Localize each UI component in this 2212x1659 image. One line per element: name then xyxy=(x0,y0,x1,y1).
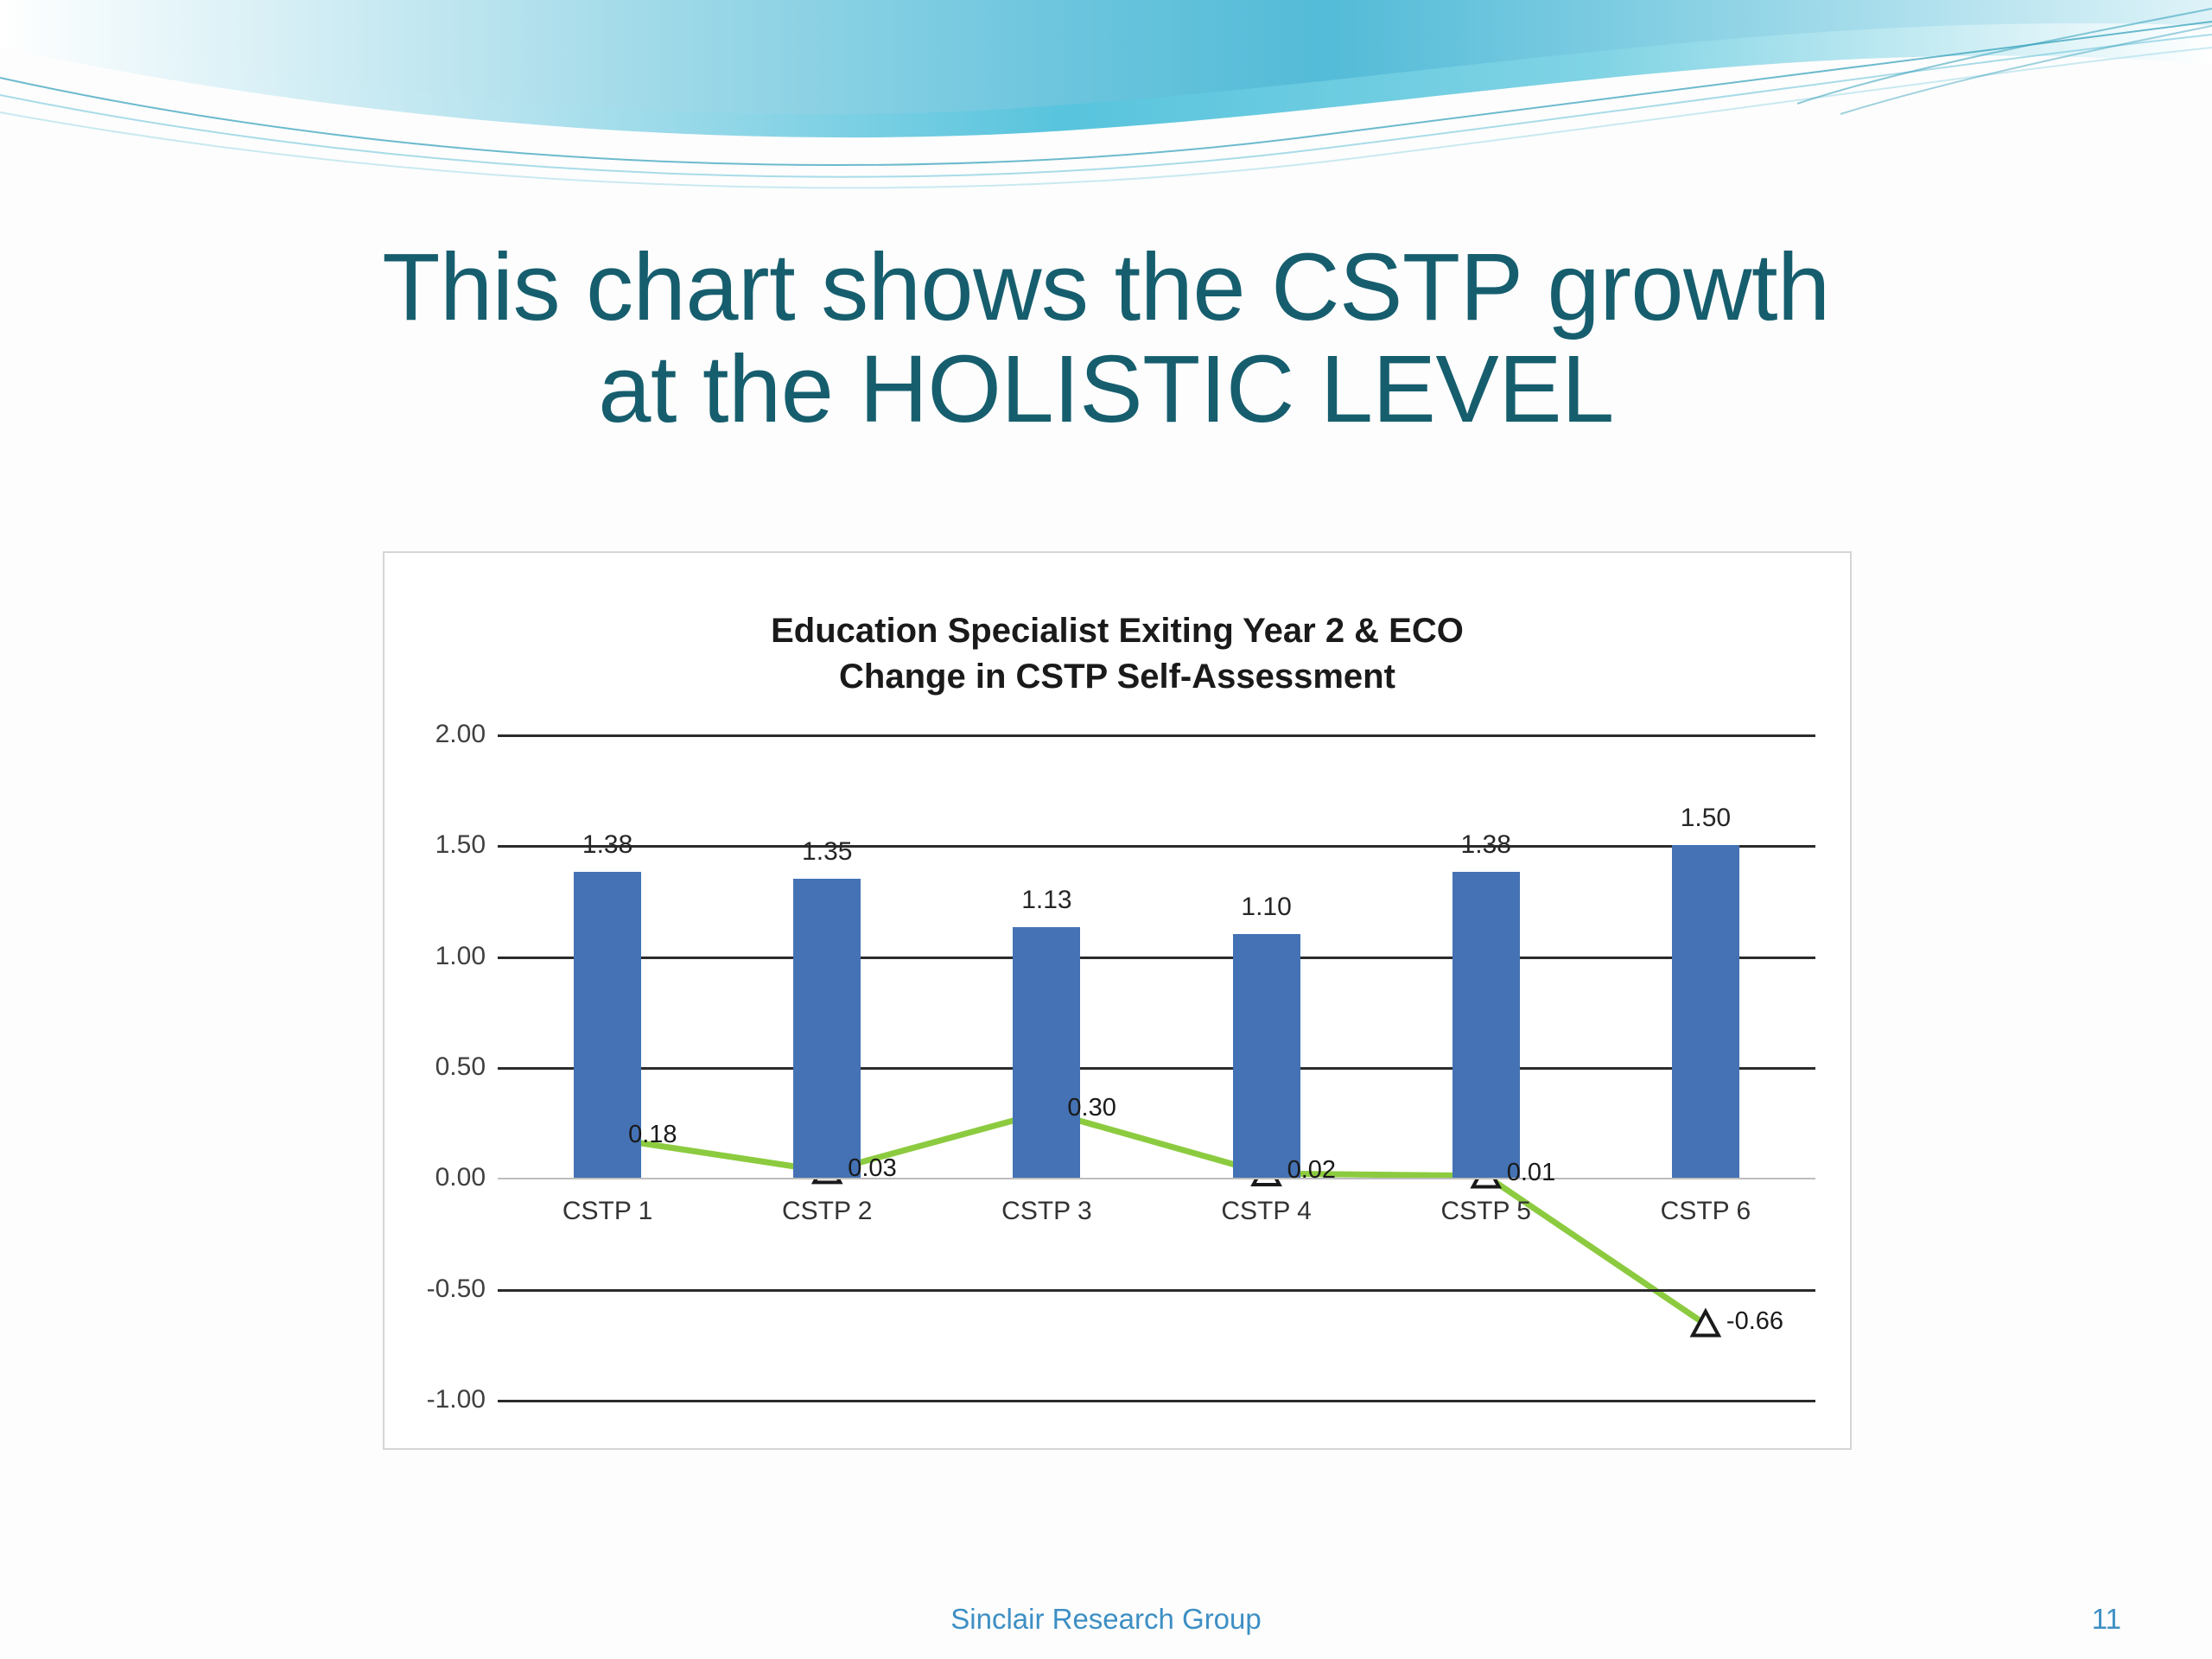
line-value-label: 0.02 xyxy=(1287,1156,1337,1185)
chart-gridline xyxy=(498,1289,1815,1292)
header-decoration xyxy=(0,0,2212,225)
chart-subtitle: Change in CSTP Self-Assessment xyxy=(839,657,1395,696)
x-axis-category-label: CSTP 3 xyxy=(1001,1197,1092,1226)
bar-value-label: 1.13 xyxy=(1021,886,1072,915)
y-axis-tick-label: 0.50 xyxy=(435,1052,486,1081)
y-axis-tick-label: 1.00 xyxy=(435,941,486,970)
chart-bar xyxy=(793,879,861,1179)
x-axis-category-label: CSTP 4 xyxy=(1221,1197,1312,1226)
chart-bar xyxy=(1013,927,1080,1178)
page-title-line-1: This chart shows the CSTP growth xyxy=(382,233,1830,340)
chart-gridline xyxy=(498,1400,1815,1402)
chart-container xyxy=(383,551,1852,1450)
chart-bar xyxy=(1672,845,1739,1178)
chart-gridline xyxy=(498,734,1815,737)
y-axis-tick-label: 0.00 xyxy=(435,1163,486,1192)
chart-title-line-1: Education Specialist Exiting Year 2 & ECO xyxy=(771,612,1464,650)
line-value-label: 0.03 xyxy=(848,1154,897,1182)
chart-title xyxy=(397,608,1838,700)
y-axis-tick-label: -1.00 xyxy=(426,1385,486,1414)
chart-bar xyxy=(1452,872,1520,1178)
chart-bar xyxy=(1233,934,1300,1178)
bar-value-label: 1.50 xyxy=(1680,804,1732,833)
page-title-line-2: at the HOLISTIC LEVEL xyxy=(598,336,1614,443)
chart-gridline xyxy=(498,845,1815,848)
y-axis-tick-label: 2.00 xyxy=(435,720,486,748)
x-axis-category-label: CSTP 1 xyxy=(562,1197,653,1226)
chart-gridline xyxy=(498,1178,1815,1179)
line-value-label: -0.66 xyxy=(1726,1306,1784,1335)
chart-gridline xyxy=(498,1067,1815,1070)
y-axis-tick-label: 1.50 xyxy=(435,830,486,860)
line-value-label: 0.01 xyxy=(1506,1158,1556,1186)
chart-plot-area xyxy=(426,720,1815,1414)
chart-inner xyxy=(397,565,1838,1436)
line-value-label: 0.18 xyxy=(628,1121,677,1149)
line-value-label: 0.30 xyxy=(1067,1094,1116,1122)
bar-value-label: 1.35 xyxy=(802,836,853,866)
x-axis-category-label: CSTP 5 xyxy=(1440,1197,1531,1226)
bar-value-label: 1.38 xyxy=(582,830,633,860)
x-axis-category-label: CSTP 6 xyxy=(1660,1197,1751,1226)
page-title xyxy=(104,233,2108,443)
line-path xyxy=(607,1111,1706,1324)
y-axis-tick-label: -0.50 xyxy=(426,1274,486,1303)
chart-gridline xyxy=(498,957,1815,959)
footer-label: Sinclair Research Group xyxy=(950,1603,1262,1635)
x-axis-category-label: CSTP 2 xyxy=(782,1197,873,1226)
slide-number: 11 xyxy=(2091,1603,2121,1635)
bar-value-label: 1.38 xyxy=(1460,830,1511,860)
bar-value-label: 1.10 xyxy=(1241,893,1292,921)
